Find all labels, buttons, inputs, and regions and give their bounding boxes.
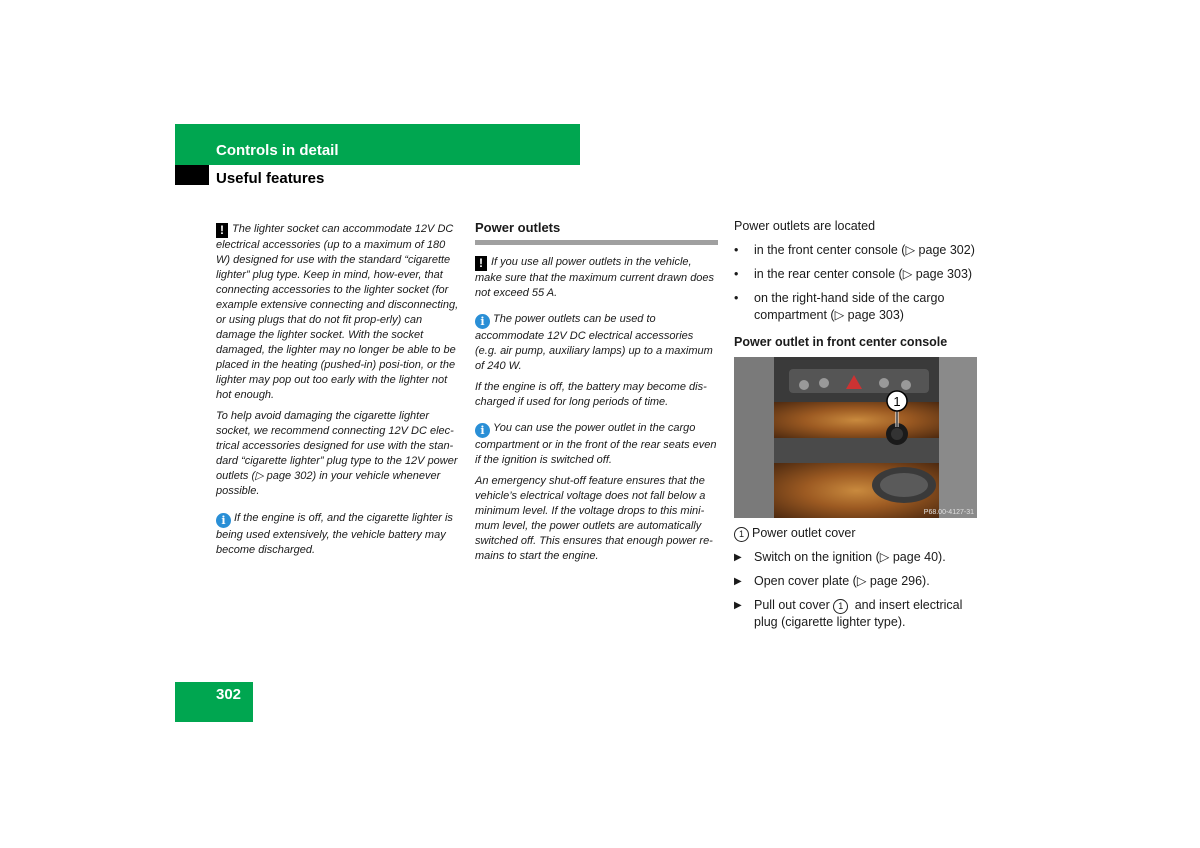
intro-text: Power outlets are located bbox=[734, 219, 876, 233]
heading-power-outlets: Power outlets bbox=[475, 220, 718, 245]
step-item: ▶ Pull out cover 1 and insert electrical plug (cigarette lighter type). bbox=[734, 598, 963, 629]
photo-code: P68.00-4127-31 bbox=[923, 509, 974, 516]
info-icon: i bbox=[216, 513, 231, 528]
section-subtitle: Useful features bbox=[216, 170, 325, 187]
section-title: Controls in detail bbox=[216, 142, 339, 159]
console-photo bbox=[734, 357, 977, 518]
arrow-icon: ▶ bbox=[734, 600, 742, 611]
step-item: ▶ Switch on the ignition (▷ page 40). bbox=[734, 550, 946, 564]
paragraph-shutoff: An emergency shut-off feature ensures that the vehicle’s electrical voltage does not fall below a minimum level. If the voltage drops to this mini-mum level, the power outlets are automatically switched off. This ensures that enough power re-mains to start the engine. bbox=[475, 475, 713, 562]
subheading-front-console: Power outlet in front center console bbox=[734, 335, 948, 349]
warning-paragraph-lighter bbox=[216, 222, 462, 403]
info-icon: i bbox=[475, 423, 490, 438]
warning-paragraph-current bbox=[475, 255, 718, 301]
callout-number: 1 bbox=[833, 599, 848, 614]
callout-number: 1 bbox=[734, 527, 749, 542]
arrow-icon: ▶ bbox=[734, 552, 742, 563]
warning-icon: ! bbox=[475, 256, 487, 271]
bullet-icon: • bbox=[734, 267, 739, 281]
legend-item bbox=[734, 525, 984, 542]
info-paragraph-ignition bbox=[475, 421, 718, 468]
bullet-icon: • bbox=[734, 243, 739, 257]
page-number-tab bbox=[175, 682, 253, 722]
warning-text: The lighter socket can accommodate 12V DC electrical accessories (up to a maximum of 180 W) designed for use with the standard “cigarette lighter” plug type. Keep in mind, how-ever, that connecting accessories to the lighter socket (for example extensive connecting and disconnecting, or using plugs that do not fit prop-erly) can damage the lighter socket. With the socket damaged, the lighter may no longer be able to be placed in the heating (pushed-in) posi-tion, or the lighter may pop out too early with the lighter not hot enough. bbox=[216, 223, 459, 401]
header-marker bbox=[175, 165, 209, 185]
step-item: ▶ Open cover plate (▷ page 296). bbox=[734, 574, 930, 588]
info-text: The power outlets can be used to accommodate 12V DC electrical accessories (e.g. air pump, auxiliary lamps) up to a maximum of 240 W. bbox=[475, 313, 713, 372]
list-item: • on the right-hand side of the cargo compartment (▷ page 303) bbox=[734, 291, 945, 322]
paragraph-recommendation: To help avoid damaging the cigarette lighter socket, we recommend connecting 12V DC elec-trical accessories designed for use with the stan-dard “cigarette lighter” plug type to the 12V power outlets (▷ page 302) in your vehicle whenever possible. bbox=[216, 410, 458, 497]
console-photo-graphic bbox=[734, 357, 977, 518]
info-paragraph-battery bbox=[216, 511, 462, 558]
warning-icon: ! bbox=[216, 223, 228, 238]
info-text: If the engine is off, and the cigarette lighter is being used extensively, the vehicle battery may become discharged. bbox=[216, 512, 453, 556]
paragraph-battery-discharge: If the engine is off, the battery may become dis-charged if used for long periods of time. bbox=[475, 381, 707, 408]
warning-text: If you use all power outlets in the vehicle, make sure that the maximum current drawn does not exceed 55 A. bbox=[475, 256, 715, 299]
page-number: 302 bbox=[216, 686, 242, 703]
column-1 bbox=[216, 222, 462, 564]
info-paragraph-capacity bbox=[475, 312, 718, 374]
info-text: You can use the power outlet in the cargo compartment or in the front of the rear seats even if the ignition is switched off. bbox=[475, 422, 717, 466]
arrow-icon: ▶ bbox=[734, 576, 742, 587]
list-item: • in the front center console (▷ page 302) bbox=[734, 243, 975, 257]
list-item: • in the rear center console (▷ page 303) bbox=[734, 267, 973, 281]
bullet-icon: • bbox=[734, 291, 739, 305]
photo-callout: 1 bbox=[893, 394, 901, 409]
column-3 bbox=[734, 218, 984, 638]
column-2 bbox=[475, 220, 718, 570]
info-icon: i bbox=[475, 314, 490, 329]
legend-text: Power outlet cover bbox=[752, 526, 856, 540]
